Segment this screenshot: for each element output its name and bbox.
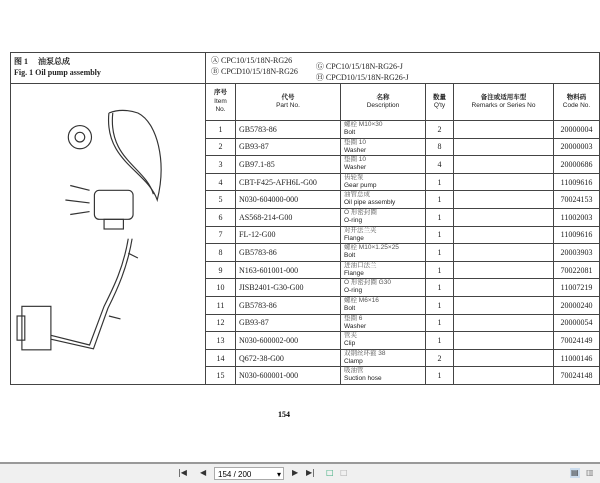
remarks xyxy=(454,191,554,209)
part-no: GB93-87 xyxy=(236,139,341,157)
model-list xyxy=(206,53,600,84)
code-no: 20000686 xyxy=(554,156,600,174)
code-no: 70024149 xyxy=(554,332,600,350)
item-no: 7 xyxy=(206,227,236,245)
item-no: 13 xyxy=(206,332,236,350)
description: 齿轮泵 Gear pump xyxy=(341,174,426,192)
item-no: 1 xyxy=(206,121,236,139)
double-page-view-icon[interactable]: ▥ xyxy=(586,468,594,477)
code-no: 11009616 xyxy=(554,227,600,245)
part-no: GB5783-86 xyxy=(236,121,341,139)
quantity: 2 xyxy=(426,350,454,368)
description: 螺栓 M6×16 Bolt xyxy=(341,297,426,315)
description: O 形密封圈 O-ring xyxy=(341,209,426,227)
code-no: 70022081 xyxy=(554,262,600,280)
quantity: 1 xyxy=(426,315,454,333)
part-no: N030-600001-000 xyxy=(236,367,341,385)
part-no: GB5783-86 xyxy=(236,297,341,315)
code-no: 20000054 xyxy=(554,315,600,333)
item-no: 10 xyxy=(206,279,236,297)
remarks xyxy=(454,174,554,192)
item-no: 15 xyxy=(206,367,236,385)
col-code: 物料码 Code No. xyxy=(554,84,600,121)
next-page-button[interactable]: ▶ xyxy=(292,468,299,477)
item-no: 11 xyxy=(206,297,236,315)
quantity: 1 xyxy=(426,209,454,227)
remarks xyxy=(454,209,554,227)
model-b: Ⓑ CPCD10/15/18N-RG26 xyxy=(211,67,298,76)
quantity: 1 xyxy=(426,367,454,385)
quantity: 8 xyxy=(426,139,454,157)
description: 螺栓 M10×1.25×25 Bolt xyxy=(341,244,426,262)
quantity: 4 xyxy=(426,156,454,174)
remarks xyxy=(454,279,554,297)
quantity: 1 xyxy=(426,174,454,192)
item-no: 6 xyxy=(206,209,236,227)
fig-number: 图 1 xyxy=(14,57,28,66)
description: 对开法兰夹 Flange xyxy=(341,227,426,245)
remarks xyxy=(454,139,554,157)
single-page-view-icon[interactable]: ▤ xyxy=(571,468,579,477)
fit-page-icon[interactable]: □ xyxy=(326,468,334,477)
description: 垫圈 10 Washer xyxy=(341,156,426,174)
part-no: N163-601001-000 xyxy=(236,262,341,280)
item-no: 4 xyxy=(206,174,236,192)
quantity: 1 xyxy=(426,191,454,209)
code-no: 70024153 xyxy=(554,191,600,209)
remarks xyxy=(454,121,554,139)
code-no: 11007219 xyxy=(554,279,600,297)
item-no: 12 xyxy=(206,315,236,333)
page-display: 154 / 200 xyxy=(218,470,252,479)
last-page-button[interactable]: ▶| xyxy=(306,468,315,477)
remarks xyxy=(454,332,554,350)
code-no: 11000146 xyxy=(554,350,600,368)
description: 垫圈 10 Washer xyxy=(341,139,426,157)
quantity: 1 xyxy=(426,297,454,315)
quantity: 2 xyxy=(426,121,454,139)
item-no: 14 xyxy=(206,350,236,368)
code-no: 11002003 xyxy=(554,209,600,227)
fig-name-en: Fig. 1 Oil pump assembly xyxy=(14,68,101,77)
part-no: N030-604000-000 xyxy=(236,191,341,209)
description: O 形密封圈 G30 O-ring xyxy=(341,279,426,297)
parts-table xyxy=(10,52,600,385)
page-input[interactable] xyxy=(214,467,284,480)
item-no: 9 xyxy=(206,262,236,280)
quantity: 1 xyxy=(426,227,454,245)
prev-page-button[interactable]: ◀ xyxy=(200,468,207,477)
col-remarks: 备注或适用车型 Remarks or Series No xyxy=(454,84,554,121)
remarks xyxy=(454,244,554,262)
description: 进油口法兰 Flange xyxy=(341,262,426,280)
remarks xyxy=(454,156,554,174)
model-a: Ⓐ CPC10/15/18N-RG26 xyxy=(211,56,293,65)
description: 油管总成 Oil pipe assembly xyxy=(341,191,426,209)
remarks xyxy=(454,297,554,315)
description: 垫圈 6 Washer xyxy=(341,315,426,333)
remarks xyxy=(454,350,554,368)
description: 管夹 Clip xyxy=(341,332,426,350)
code-no: 20000004 xyxy=(554,121,600,139)
code-no: 70024148 xyxy=(554,367,600,385)
part-no: GB97.1-85 xyxy=(236,156,341,174)
remarks xyxy=(454,315,554,333)
item-no: 3 xyxy=(206,156,236,174)
description: 螺栓 M10×30 Bolt xyxy=(341,121,426,139)
part-no: N030-600002-000 xyxy=(236,332,341,350)
page-number: 154 xyxy=(278,410,290,419)
remarks xyxy=(454,367,554,385)
quantity: 1 xyxy=(426,279,454,297)
col-desc: 名称 Description xyxy=(341,84,426,121)
col-part: 代号 Part No. xyxy=(236,84,341,121)
col-qty: 数量 Q'ty xyxy=(426,84,454,121)
quantity: 1 xyxy=(426,332,454,350)
item-no: 2 xyxy=(206,139,236,157)
remarks xyxy=(454,227,554,245)
code-no: 11009616 xyxy=(554,174,600,192)
code-no: 20003903 xyxy=(554,244,600,262)
first-page-button[interactable]: |◀ xyxy=(178,468,187,477)
part-no: CBT-F425-AFH6L-G00 xyxy=(236,174,341,192)
assembly-diagram xyxy=(11,84,206,385)
quantity: 1 xyxy=(426,262,454,280)
part-no: JISB2401-G30-G00 xyxy=(236,279,341,297)
model-h: Ⓗ CPCD10/15/18N-RG26-J xyxy=(315,73,409,82)
code-no: 20000003 xyxy=(554,139,600,157)
description: 吸油管 Suction hose xyxy=(341,367,426,385)
col-item: 序号 Item No. xyxy=(206,84,236,121)
figure-title xyxy=(11,53,206,84)
oil-pump-diagram xyxy=(11,84,201,374)
part-no: GB93-87 xyxy=(236,315,341,333)
item-no: 8 xyxy=(206,244,236,262)
code-no: 20000240 xyxy=(554,297,600,315)
description: 双钢丝环箍 38 Clamp xyxy=(341,350,426,368)
part-no: GB5783-86 xyxy=(236,244,341,262)
fig-name-zh: 油泵总成 xyxy=(38,57,70,66)
chevron-down-icon[interactable]: ▾ xyxy=(276,470,281,479)
model-g: Ⓖ CPC10/15/18N-RG26-J xyxy=(315,62,403,71)
item-no: 5 xyxy=(206,191,236,209)
remarks xyxy=(454,262,554,280)
pdf-toolbar xyxy=(0,462,600,483)
part-no: AS568-214-G00 xyxy=(236,209,341,227)
quantity: 1 xyxy=(426,244,454,262)
part-no: Q672-38-G00 xyxy=(236,350,341,368)
part-no: FL-12-G00 xyxy=(236,227,341,245)
fit-width-icon[interactable]: □ xyxy=(340,468,348,477)
